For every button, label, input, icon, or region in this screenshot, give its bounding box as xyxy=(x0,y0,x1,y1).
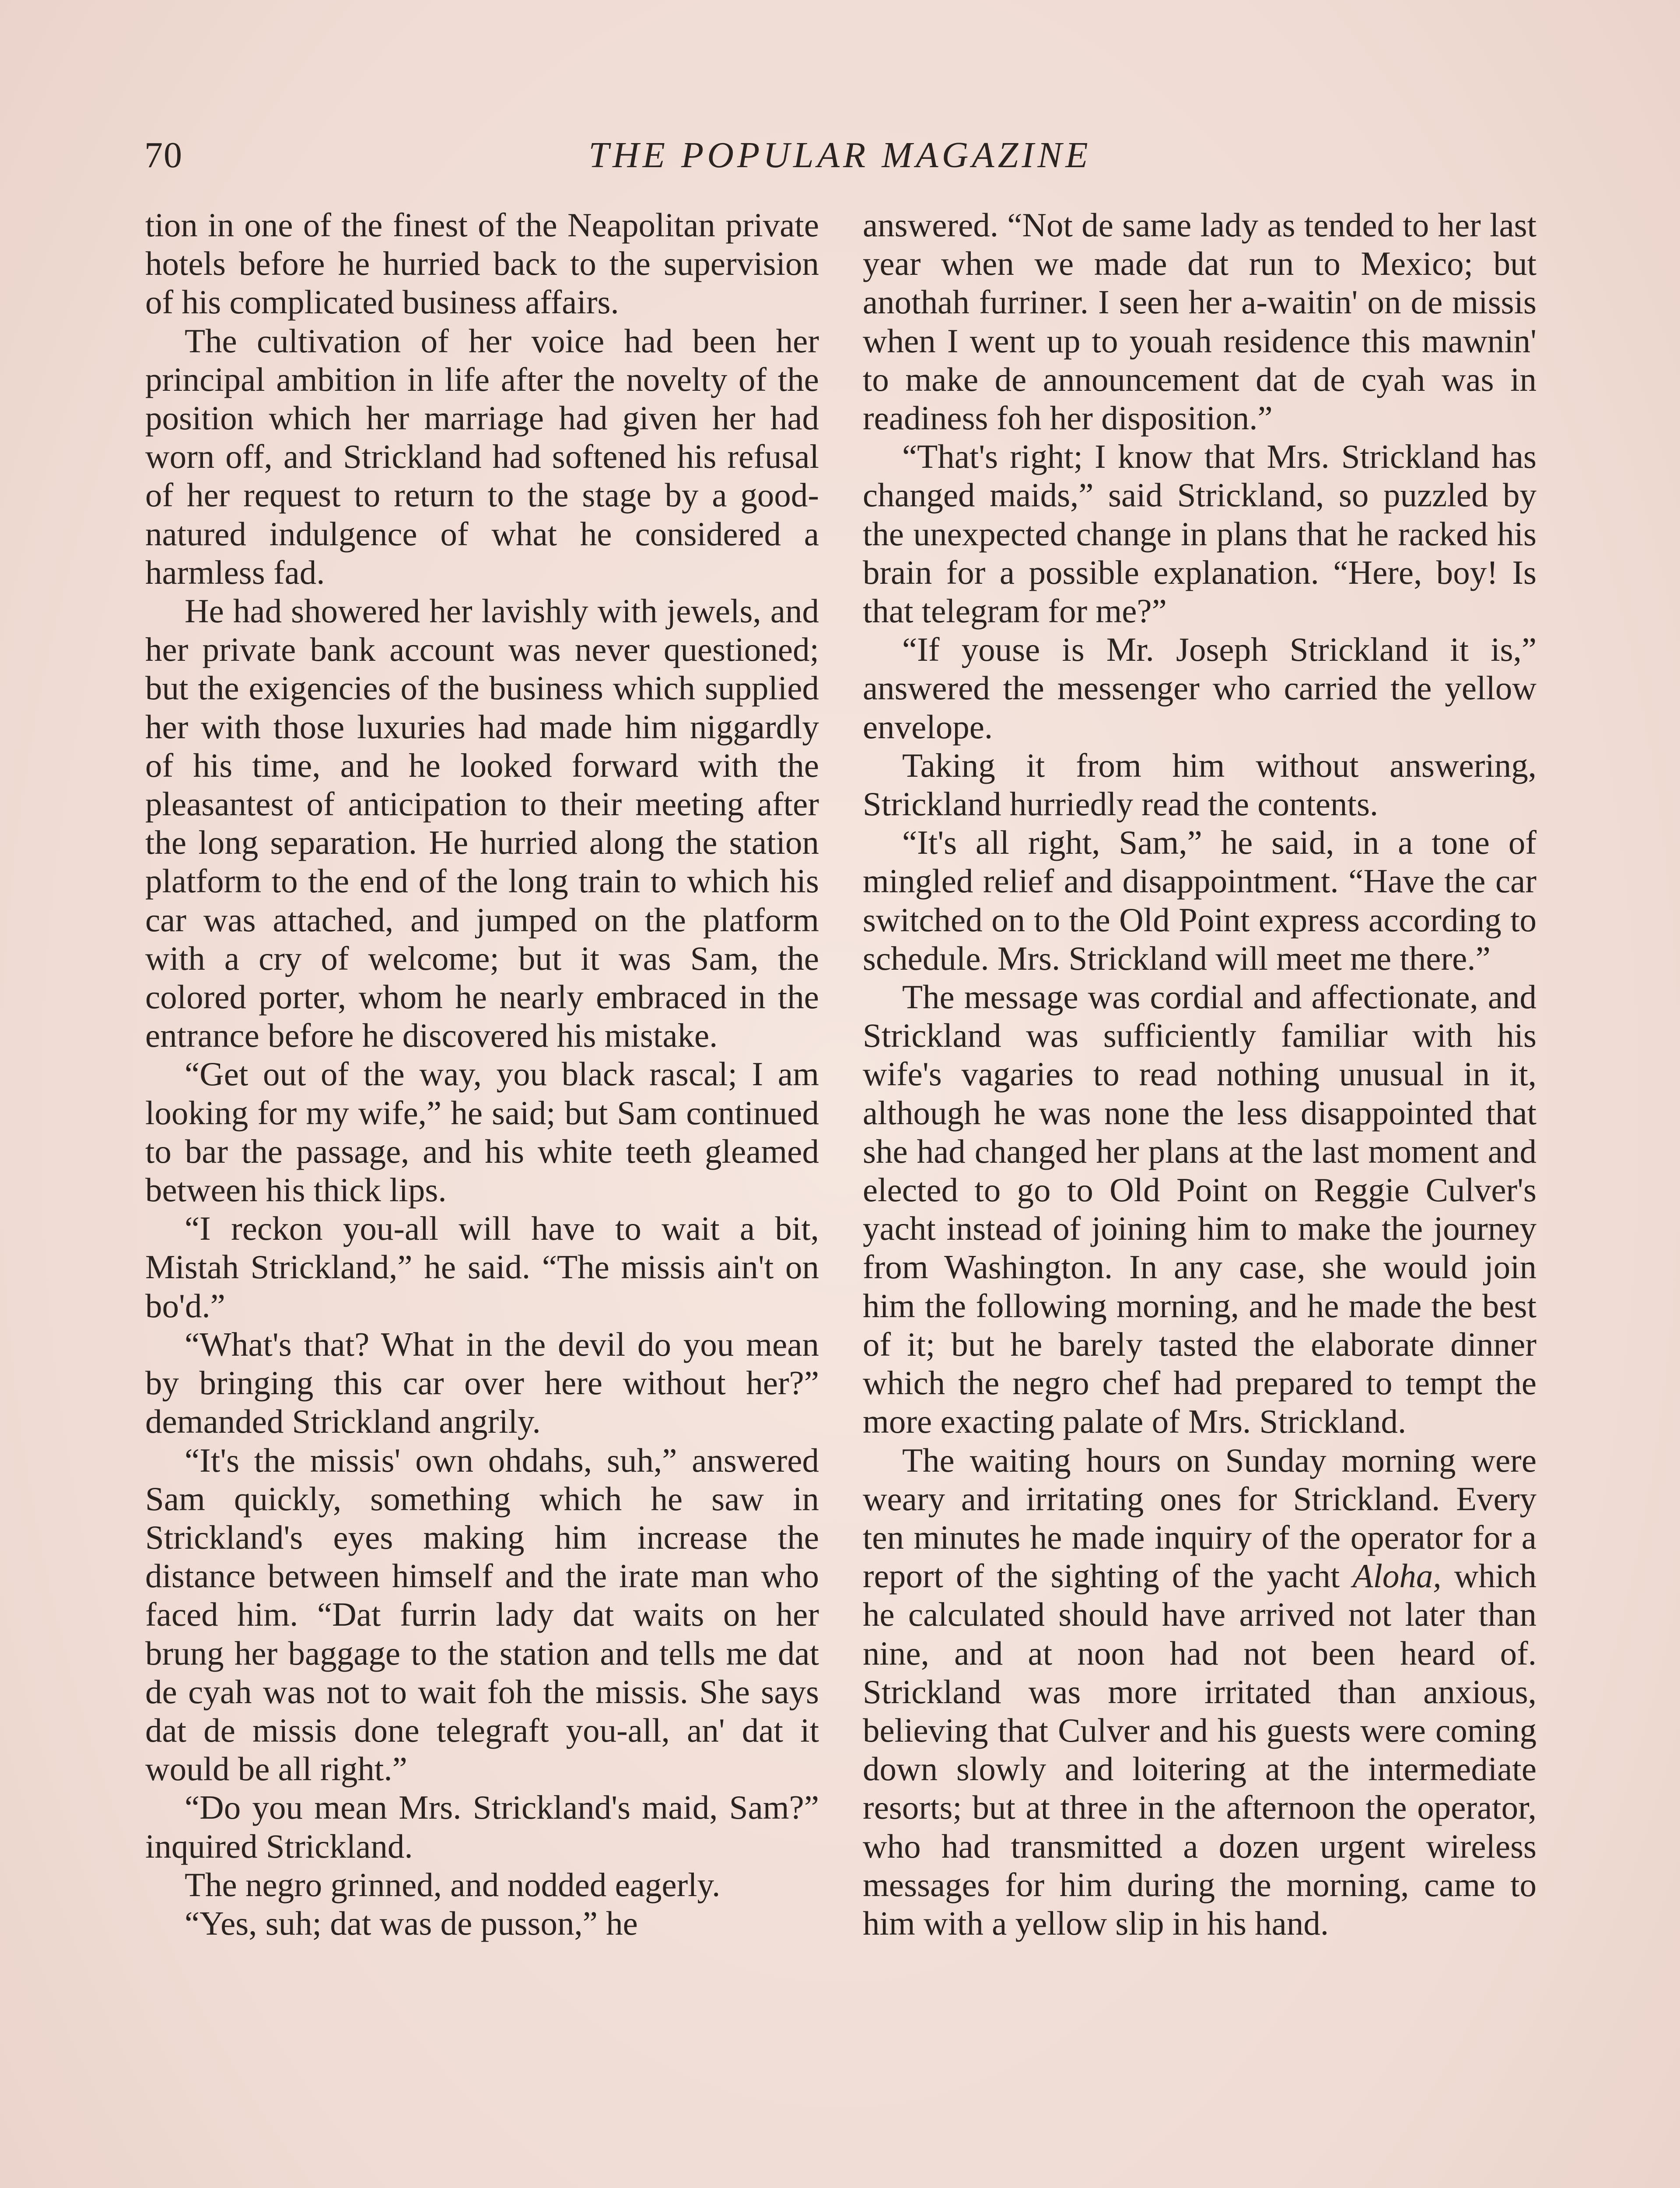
running-title: THE POPULAR MAGAZINE xyxy=(588,135,1092,175)
left-column xyxy=(145,206,819,1943)
paragraph: He had showered her lavishly with jewels, and her private bank account was never questioned; but the exigencies of the business which supplied her with those luxuries had made him niggardly of his time, and he looked forward with the pleasantest of anticipation to their meeting after the long separation. He hurried along the station platform to the end of the long train to which his car was attached, and jumped on the platform with a cry of welcome; but it was Sam, the colored porter, whom he nearly embraced in the entrance before he discovered his mistake. xyxy=(145,592,819,1055)
right-column xyxy=(863,206,1536,1943)
paragraph: The negro grinned, and nodded eagerly. xyxy=(185,1865,721,1904)
paragraph-text: The waiting hours on Sunday morning were weary and irritating ones for Strickland. Every ten minutes he made inquiry of the operator for a report of the sighting of the yacht xyxy=(863,1441,1536,1595)
paragraph xyxy=(863,1441,1536,1943)
paragraph: “I reckon you-all will have to wait a bit, Mistah Strickland,” he said. “The missis ain't on bo'd.” xyxy=(145,1210,819,1325)
paragraph: “What's that? What in the devil do you mean by bringing this car over here without her?” demanded Strickland angrily. xyxy=(145,1325,819,1441)
paragraph: “If youse is Mr. Joseph Strickland it is,” answered the messenger who carried the yellow envelope. xyxy=(863,631,1536,746)
paragraph: The message was cordial and affectionate, and Strickland was sufficiently familiar with his wife's vagaries to read nothing unusual in it, although he was none the less disappointed that she had changed her plans at the last moment and elected to go to Old Point on Reggie Culver's yacht instead of joining him to make the journey from Washington. In any case, she would join him the following morning, and he made the best of it; but he barely tasted the elaborate dinner which the negro chef had prepared to tempt the more exacting palate of Mrs. Strickland. xyxy=(863,978,1536,1441)
paragraph: The cultivation of her voice had been her principal ambition in life after the novelty of the position which her marriage had given her had worn off, and Strickland had softened his refusal of her request to return to the stage by a good-natured indulgence of what he considered a harmless fad. xyxy=(145,322,819,591)
page-number: 70 xyxy=(144,135,183,175)
paragraph: tion in one of the finest of the Neapolitan private hotels before he hurried back to the supervision of his complicated business affairs. xyxy=(145,206,819,321)
paragraph: “That's right; I know that Mrs. Strickland has changed maids,” said Strickland, so puzzled by the unexpected change in plans that he racked his brain for a possible explanation. “Here, boy! Is that telegram for me?” xyxy=(863,438,1536,630)
paragraph: Taking it from him without answering, Strickland hurriedly read the contents. xyxy=(863,746,1536,823)
paragraph: “Yes, suh; dat was de pusson,” he xyxy=(185,1904,638,1942)
yacht-name: Aloha, xyxy=(1352,1557,1442,1595)
paragraph: “Get out of the way, you black rascal; I am looking for my wife,” he said; but Sam continued to bar the passage, and his white teeth gleamed between his thick lips. xyxy=(145,1055,819,1209)
paragraph: answered. “Not de same lady as tended to her last year when we made dat run to Mexico; but anothah furriner. I seen her a-waitin' on de missis when I went up to youah residence this mawnin' to make de announcement dat de cyah was in readiness foh her disposition.” xyxy=(863,206,1536,437)
page-header xyxy=(144,131,1536,179)
paragraph-text: which he calculated should have arrived not later than nine, and at noon had not been heard of. Strickland was more irritated than anxious, believing that Culver and his guests were coming down slowly and loitering at the intermediate resorts; but at three in the afternoon the operator, who had transmitted a dozen urgent wireless messages for him during the morning, came to him with a yellow slip in his hand. xyxy=(863,1557,1536,1942)
paragraph: “It's all right, Sam,” he said, in a tone of mingled relief and disappointment. “Have the car switched on to the Old Point express according to schedule. Mrs. Strickland will meet me there.” xyxy=(863,824,1536,977)
paragraph: “Do you mean Mrs. Strickland's maid, Sam?” inquired Strickland. xyxy=(145,1788,819,1865)
paragraph: “It's the missis' own ohdahs, suh,” answered Sam quickly, something which he saw in Strickland's eyes making him increase the distance between himself and the irate man who faced him. “Dat furrin lady dat waits on her brung her baggage to the station and tells me dat de cyah was not to wait foh the missis. She says dat de missis done telegraft you-all, an' dat it would be all right.” xyxy=(145,1441,819,1788)
